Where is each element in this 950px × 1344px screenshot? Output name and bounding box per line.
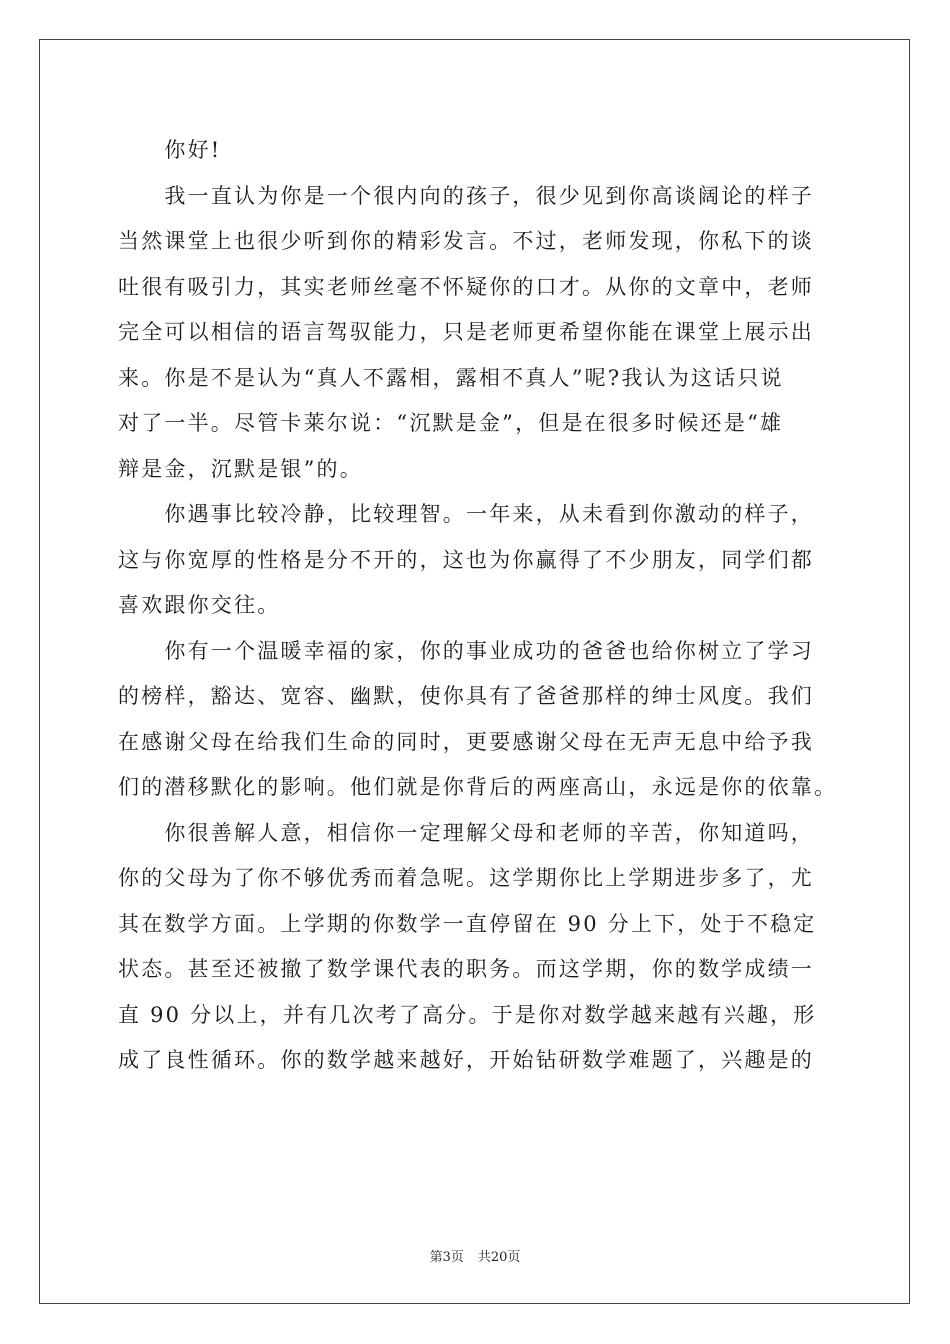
text-line: 其在数学方面。上学期的你数学一直停留在 90 分上下，处于不稳定 [118, 911, 817, 936]
text-line: 喜欢跟你交往。 [118, 593, 281, 617]
text-line: 这与你宽厚的性格是分不开的，这也为你赢得了不少朋友，同学们都 [118, 547, 814, 572]
text-line: 成了良性循环。你的数学越来越好，开始钻研数学难题了，兴趣是的 [118, 1048, 814, 1072]
text-line: 对了一半。尽管卡莱尔说：“沉默是金”，但是在很多时候还是“雄 [118, 411, 784, 435]
text-line: 你遇事比较冷静，比较理智。一年来，从未看到你激动的样子， [118, 502, 814, 526]
text-line: 你很善解人意，相信你一定理解父母和老师的辛苦，你知道吗， [118, 820, 814, 845]
text-line: 你的父母为了你不够优秀而着急呢。这学期你比上学期进步多了，尤 [118, 866, 814, 890]
page-total: 共20页 [477, 1250, 521, 1265]
text-line: 完全可以相信的语言驾驭能力，只是老师更希望你能在课堂上展示出 [118, 320, 814, 344]
text-line: 们的潜移默化的影响。他们就是你背后的两座高山，永远是你的依靠。 [118, 775, 838, 799]
greeting-line: 你好! [118, 138, 222, 162]
text-line: 当然课堂上也很少听到你的精彩发言。不过，老师发现，你私下的谈 [118, 229, 814, 253]
text-line: 的榜样，豁达、宽容、幽默，使你具有了爸爸那样的绅士风度。我们 [118, 684, 814, 708]
text-line: 直 90 分以上，并有几次考了高分。于是你对数学越来越有兴趣，形 [118, 1002, 817, 1027]
text-line: 你有一个温暖幸福的家，你的事业成功的爸爸也给你树立了学习 [118, 638, 814, 663]
document-body [118, 128, 838, 1084]
text-line: 我一直认为你是一个很内向的孩子，很少见到你高谈阔论的样子 [118, 183, 814, 208]
page-number: 第3页 [429, 1250, 464, 1265]
text-line: 状态。甚至还被撤了数学课代表的职务。而这学期，你的数学成绩一 [118, 957, 814, 981]
text-line: 吐很有吸引力，其实老师丝毫不怀疑你的口才。从你的文章中，老师 [118, 274, 814, 299]
text-line: 辩是金，沉默是银”的。 [118, 456, 363, 481]
text-line: 来。你是不是认为“真人不露相，露相不真人”呢?我认为这话只说 [118, 365, 784, 390]
text-line: 在感谢父母在给我们生命的同时，更要感谢父母在无声无息中给予我 [118, 729, 814, 754]
page-footer [0, 1246, 950, 1265]
